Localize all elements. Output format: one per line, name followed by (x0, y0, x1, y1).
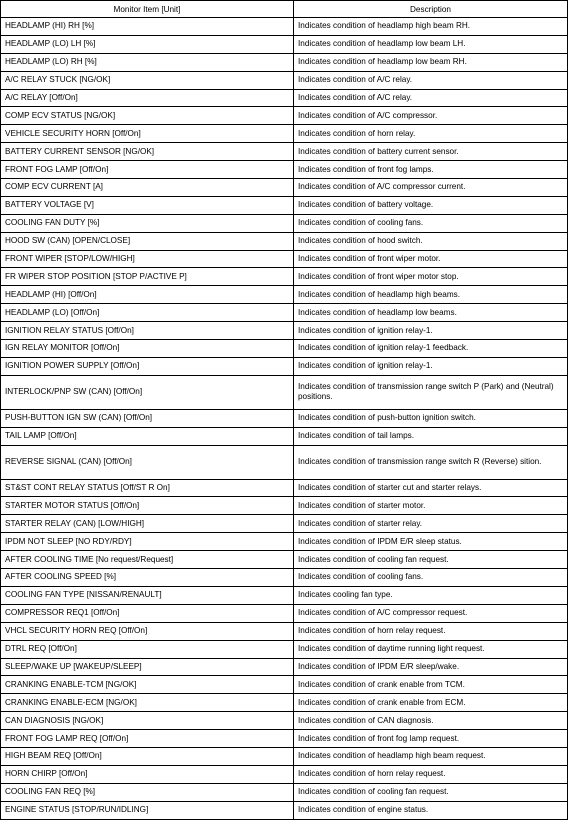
monitor-item-cell: BATTERY VOLTAGE [V] (1, 196, 294, 214)
table-row (1, 533, 568, 551)
table-row (1, 569, 568, 587)
table-row (1, 250, 568, 268)
table-row (1, 409, 568, 427)
table-row (1, 445, 568, 479)
description-cell: Indicates condition of cooling fans. (294, 569, 568, 587)
table-row (1, 35, 568, 53)
table-row (1, 497, 568, 515)
monitor-item-cell: A/C RELAY [Off/On] (1, 89, 294, 107)
table-row (1, 622, 568, 640)
table-row (1, 232, 568, 250)
table-row (1, 89, 568, 107)
monitor-item-cell: BATTERY CURRENT SENSOR [NG/OK] (1, 143, 294, 161)
description-cell: Indicates condition of cooling fan request. (294, 551, 568, 569)
table-row (1, 640, 568, 658)
description-cell: Indicates condition of headlamp low beam RH. (294, 53, 568, 71)
description-cell: Indicates condition of engine status. (294, 801, 568, 819)
monitor-item-cell: VEHICLE SECURITY HORN [Off/On] (1, 125, 294, 143)
monitor-item-cell: HIGH BEAM REQ [Off/On] (1, 747, 294, 765)
monitor-item-cell: REVERSE SIGNAL (CAN) [Off/On] (1, 445, 294, 479)
description-cell: Indicates condition of headlamp high beam request. (294, 747, 568, 765)
description-cell: Indicates condition of battery current sensor. (294, 143, 568, 161)
description-cell: Indicates condition of starter motor. (294, 497, 568, 515)
table-row (1, 375, 568, 409)
table-row (1, 658, 568, 676)
monitor-item-cell: CRANKING ENABLE-ECM [NG/OK] (1, 694, 294, 712)
table-row (1, 53, 568, 71)
monitor-item-cell: AFTER COOLING SPEED [%] (1, 569, 294, 587)
description-cell: Indicates condition of tail lamps. (294, 427, 568, 445)
table-row (1, 586, 568, 604)
monitor-item-cell: SLEEP/WAKE UP [WAKEUP/SLEEP] (1, 658, 294, 676)
table-row (1, 676, 568, 694)
table-row (1, 427, 568, 445)
monitor-item-cell: HEADLAMP (LO) LH [%] (1, 35, 294, 53)
table-row (1, 161, 568, 179)
description-cell: Indicates condition of hood switch. (294, 232, 568, 250)
description-cell: Indicates condition of headlamp high beam RH. (294, 18, 568, 36)
description-cell: Indicates condition of A/C relay. (294, 71, 568, 89)
monitor-item-cell: COOLING FAN DUTY [%] (1, 214, 294, 232)
description-cell: Indicates condition of headlamp low beam LH. (294, 35, 568, 53)
monitor-item-cell: STARTER RELAY (CAN) [LOW/HIGH] (1, 515, 294, 533)
header-monitor-item: Monitor Item [Unit] (1, 1, 294, 18)
description-cell: Indicates condition of cooling fans. (294, 214, 568, 232)
table-body (1, 18, 568, 820)
monitor-item-cell: PUSH-BUTTON IGN SW (CAN) [Off/On] (1, 409, 294, 427)
table-row (1, 479, 568, 497)
description-cell: Indicates condition of crank enable from ECM. (294, 694, 568, 712)
monitor-item-cell: HORN CHIRP [Off/On] (1, 765, 294, 783)
table-row (1, 214, 568, 232)
description-cell: Indicates condition of A/C compressor request. (294, 604, 568, 622)
table-row (1, 694, 568, 712)
table-row (1, 196, 568, 214)
table-row (1, 515, 568, 533)
monitor-item-cell: HEADLAMP (HI) [Off/On] (1, 286, 294, 304)
monitor-item-cell: FRONT FOG LAMP [Off/On] (1, 161, 294, 179)
description-cell: Indicates cooling fan type. (294, 586, 568, 604)
monitor-item-cell: COMP ECV STATUS [NG/OK] (1, 107, 294, 125)
monitor-item-cell: IGN RELAY MONITOR [Off/On] (1, 340, 294, 358)
monitor-item-cell: HEADLAMP (LO) [Off/On] (1, 304, 294, 322)
monitor-item-cell: VHCL SECURITY HORN REQ [Off/On] (1, 622, 294, 640)
monitor-item-cell: IPDM NOT SLEEP [NO RDY/RDY] (1, 533, 294, 551)
description-cell: Indicates condition of front fog lamps. (294, 161, 568, 179)
description-cell: Indicates condition of headlamp high beams. (294, 286, 568, 304)
table-row (1, 18, 568, 36)
table-header-row (1, 1, 568, 18)
monitor-item-cell: CAN DIAGNOSIS [NG/OK] (1, 712, 294, 730)
description-cell: Indicates condition of push-button ignition switch. (294, 409, 568, 427)
table-row (1, 268, 568, 286)
description-cell: Indicates condition of horn relay. (294, 125, 568, 143)
monitor-item-cell: INTERLOCK/PNP SW (CAN) [Off/On] (1, 375, 294, 409)
table-row (1, 801, 568, 819)
table-row (1, 179, 568, 197)
description-cell: Indicates condition of IPDM E/R sleep/wake. (294, 658, 568, 676)
monitor-item-cell: STARTER MOTOR STATUS [Off/On] (1, 497, 294, 515)
table-row (1, 357, 568, 375)
monitor-item-cell: COMPRESSOR REQ1 [Off/On] (1, 604, 294, 622)
monitor-item-cell: A/C RELAY STUCK [NG/OK] (1, 71, 294, 89)
description-cell: Indicates condition of CAN diagnosis. (294, 712, 568, 730)
table-row (1, 304, 568, 322)
description-cell: Indicates condition of starter relay. (294, 515, 568, 533)
monitor-item-cell: ENGINE STATUS [STOP/RUN/IDLING] (1, 801, 294, 819)
monitor-item-cell: CRANKING ENABLE-TCM [NG/OK] (1, 676, 294, 694)
description-cell: Indicates condition of front wiper motor stop. (294, 268, 568, 286)
table-row (1, 747, 568, 765)
monitor-item-cell: TAIL LAMP [Off/On] (1, 427, 294, 445)
table-row (1, 340, 568, 358)
monitor-item-cell: HEADLAMP (LO) RH [%] (1, 53, 294, 71)
description-cell: Indicates condition of A/C compressor current. (294, 179, 568, 197)
table-row (1, 286, 568, 304)
monitor-item-cell: FRONT WIPER [STOP/LOW/HIGH] (1, 250, 294, 268)
table-row (1, 71, 568, 89)
description-cell: Indicates condition of headlamp low beams. (294, 304, 568, 322)
table-row (1, 783, 568, 801)
table-row (1, 765, 568, 783)
description-cell: Indicates condition of ignition relay-1. (294, 322, 568, 340)
header-description: Description (294, 1, 568, 18)
description-cell: Indicates condition of daytime running light request. (294, 640, 568, 658)
table-row (1, 551, 568, 569)
monitor-item-cell: FR WIPER STOP POSITION [STOP P/ACTIVE P] (1, 268, 294, 286)
monitor-item-cell: COOLING FAN REQ [%] (1, 783, 294, 801)
monitor-item-cell: HOOD SW (CAN) [OPEN/CLOSE] (1, 232, 294, 250)
monitor-item-cell: HEADLAMP (HI) RH [%] (1, 18, 294, 36)
monitor-item-cell: COOLING FAN TYPE [NISSAN/RENAULT] (1, 586, 294, 604)
table-row (1, 604, 568, 622)
description-cell: Indicates condition of transmission range switch R (Reverse) sition. (294, 445, 568, 479)
monitor-item-cell: DTRL REQ [Off/On] (1, 640, 294, 658)
table-row (1, 712, 568, 730)
monitor-item-cell: FRONT FOG LAMP REQ [Off/On] (1, 730, 294, 748)
description-cell: Indicates condition of A/C relay. (294, 89, 568, 107)
description-cell: Indicates condition of front wiper motor. (294, 250, 568, 268)
description-cell: Indicates condition of transmission range switch P (Park) and (Neutral) positions. (294, 375, 568, 409)
description-cell: Indicates condition of ignition relay-1. (294, 357, 568, 375)
description-cell: Indicates condition of starter cut and starter relays. (294, 479, 568, 497)
table-row (1, 125, 568, 143)
description-cell: Indicates condition of ignition relay-1 feedback. (294, 340, 568, 358)
monitor-item-cell: COMP ECV CURRENT [A] (1, 179, 294, 197)
description-cell: Indicates condition of crank enable from TCM. (294, 676, 568, 694)
description-cell: Indicates condition of cooling fan request. (294, 783, 568, 801)
table-row (1, 143, 568, 161)
description-cell: Indicates condition of horn relay request. (294, 765, 568, 783)
description-cell: Indicates condition of front fog lamp request. (294, 730, 568, 748)
monitor-item-cell: IGNITION POWER SUPPLY [Off/On] (1, 357, 294, 375)
monitor-item-cell: ST&ST CONT RELAY STATUS [Off/ST R On] (1, 479, 294, 497)
description-cell: Indicates condition of IPDM E/R sleep status. (294, 533, 568, 551)
monitor-item-cell: AFTER COOLING TIME [No request/Request] (1, 551, 294, 569)
table-row (1, 322, 568, 340)
monitor-item-cell: IGNITION RELAY STATUS [Off/On] (1, 322, 294, 340)
table-row (1, 730, 568, 748)
description-cell: Indicates condition of horn relay request. (294, 622, 568, 640)
description-cell: Indicates condition of A/C compressor. (294, 107, 568, 125)
description-cell: Indicates condition of battery voltage. (294, 196, 568, 214)
table-row (1, 107, 568, 125)
